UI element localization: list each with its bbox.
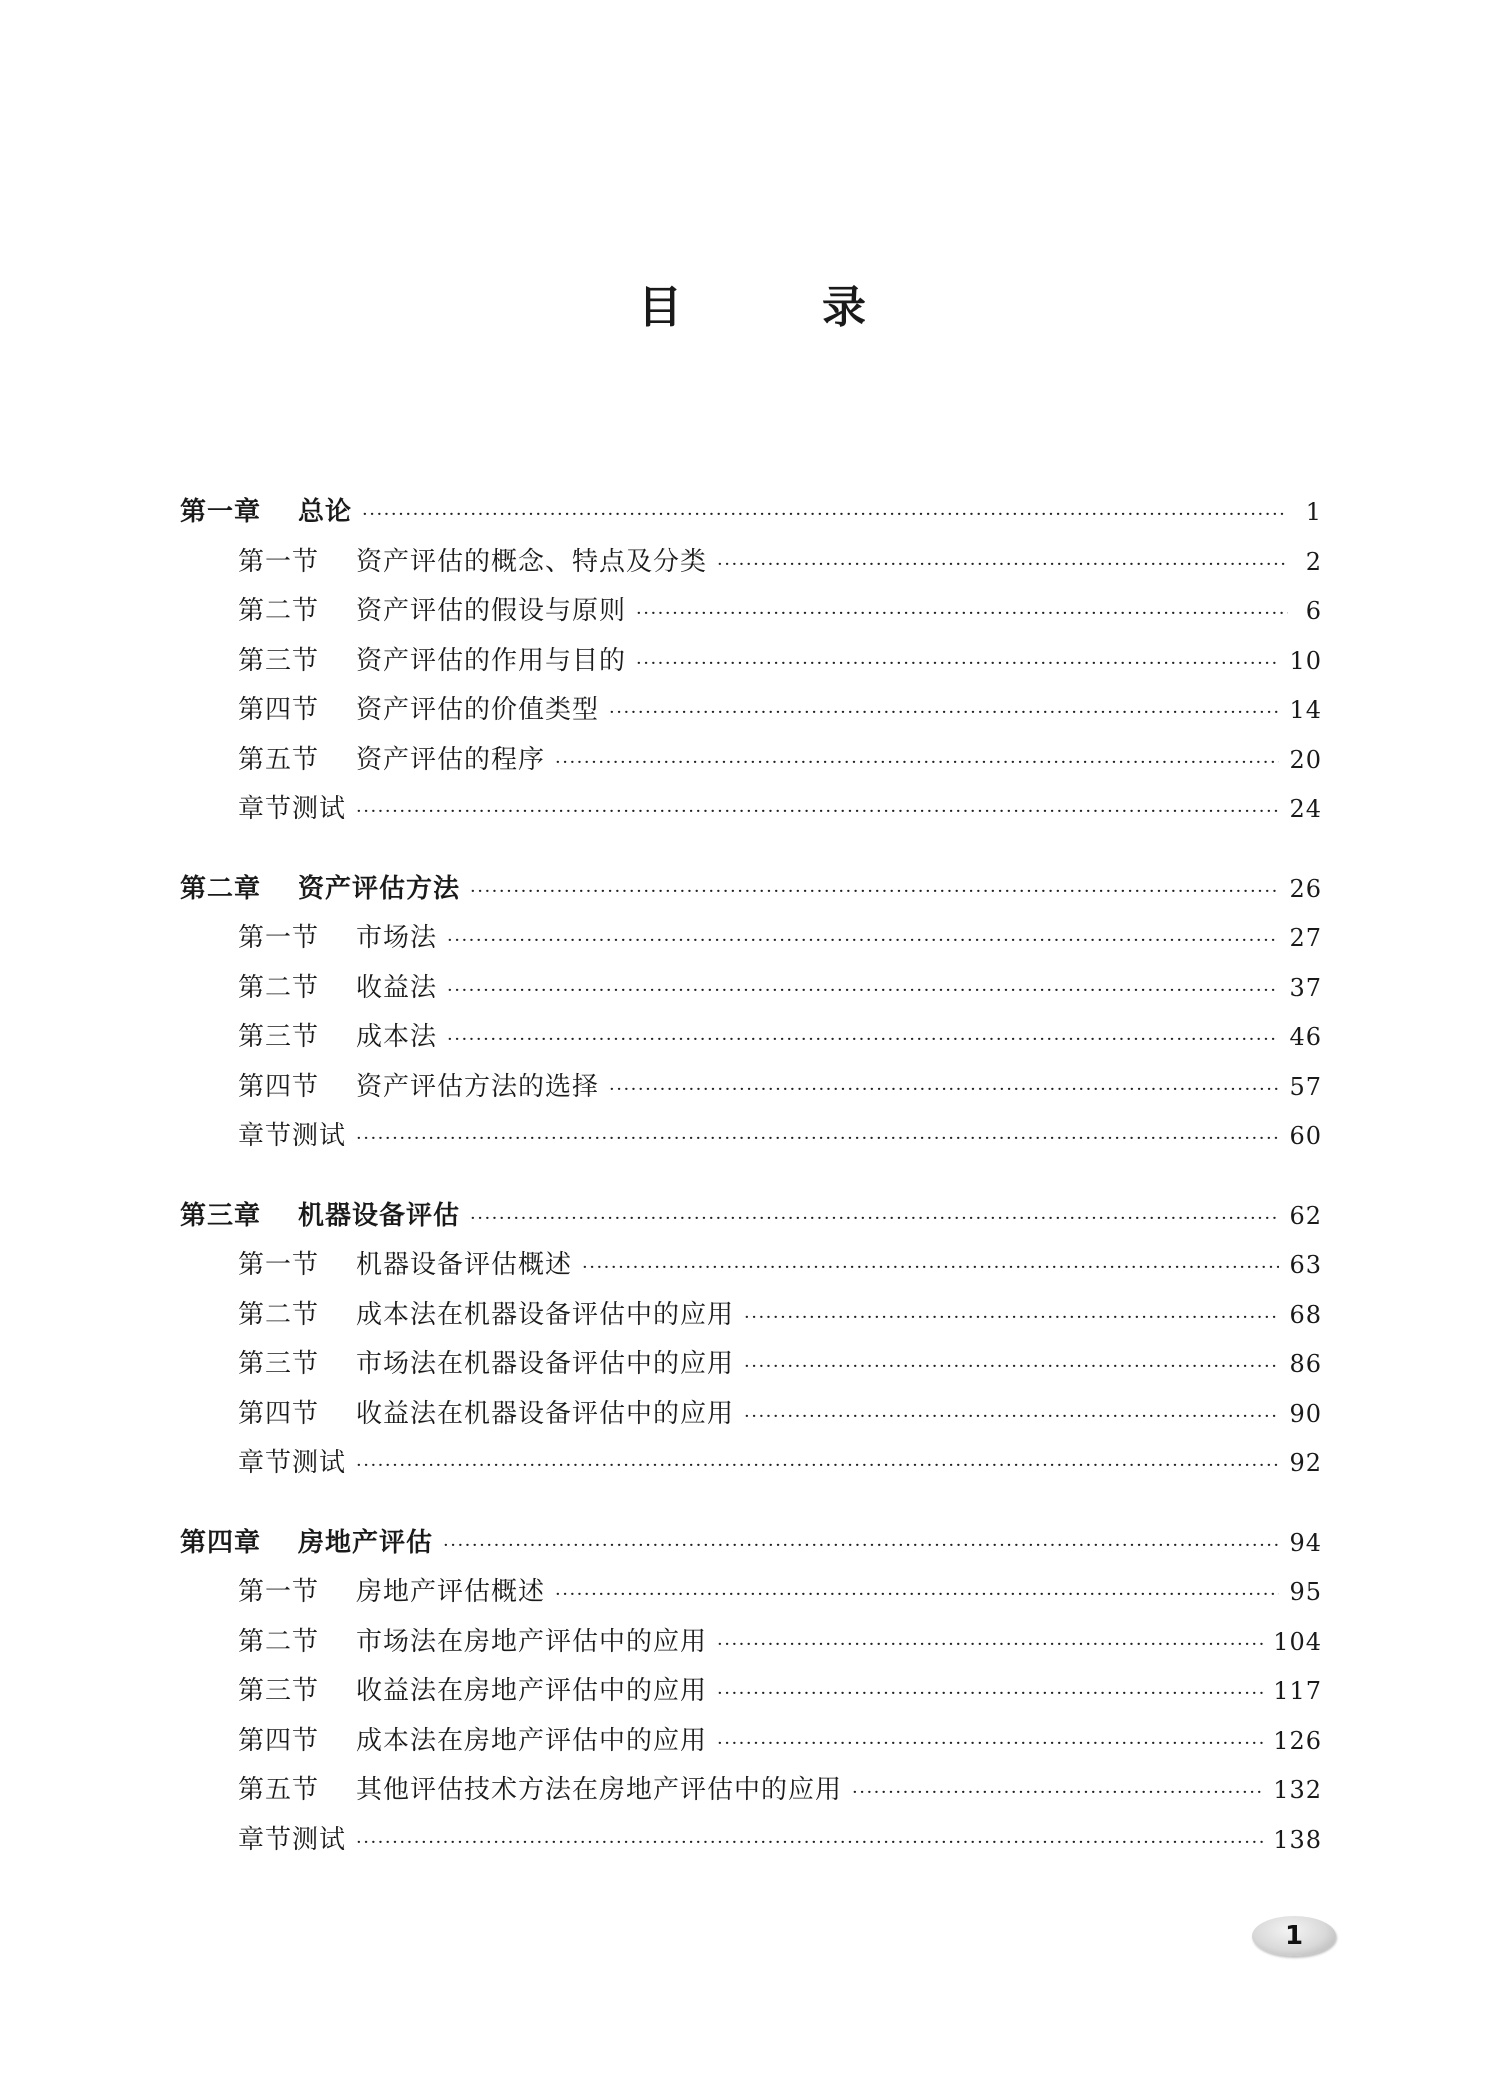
dot-leader: [852, 1768, 1263, 1818]
section-title: 机器设备评估概述: [356, 1250, 573, 1280]
dot-leader: [717, 1719, 1263, 1769]
toc-section-entry[interactable]: [180, 1063, 1322, 1113]
dot-leader: [744, 1293, 1279, 1343]
section-title: 市场法在房地产评估中的应用: [356, 1626, 708, 1657]
chapter-title: 资产评估方法: [298, 873, 461, 904]
chapter-title: 总论: [298, 497, 353, 527]
section-title: 成本法在房地产评估中的应用: [356, 1725, 708, 1756]
dot-leader: [717, 1669, 1263, 1719]
toc-section-entry[interactable]: [180, 1766, 1322, 1816]
section-number: 第三节: [238, 1349, 320, 1379]
section-title: 市场法: [356, 923, 438, 953]
dot-leader: [744, 1342, 1279, 1392]
toc-section-entry[interactable]: [180, 1291, 1322, 1341]
toc-section-entry[interactable]: [180, 1568, 1322, 1618]
toc-chapter-entry[interactable]: [180, 1519, 1322, 1569]
chapter-number: 第四章: [180, 1527, 262, 1558]
section-title: 收益法: [356, 972, 438, 1003]
toc-chapter-entry[interactable]: [180, 1192, 1322, 1242]
section-page-number: 46: [1289, 1023, 1322, 1051]
section-page-number: 138: [1273, 1825, 1322, 1854]
dot-leader: [717, 1620, 1263, 1670]
section-number: 第四节: [238, 1071, 320, 1102]
dot-leader: [609, 1065, 1279, 1115]
section-number: 第二节: [238, 972, 320, 1003]
section-number: 第三节: [238, 1022, 320, 1052]
section-page-number: 104: [1273, 1627, 1322, 1656]
chapter-block: [180, 1519, 1322, 1866]
dot-leader: [356, 1818, 1263, 1868]
section-title: 房地产评估概述: [356, 1577, 546, 1607]
section-page-number: 37: [1289, 973, 1322, 1002]
section-page-number: 95: [1289, 1578, 1322, 1606]
toc-chapter-entry[interactable]: [180, 865, 1322, 915]
section-title: 收益法在机器设备评估中的应用: [356, 1398, 735, 1429]
chapter-block: [180, 488, 1322, 835]
chapter-number: 第一章: [180, 497, 262, 527]
dot-leader: [609, 688, 1279, 738]
section-page-number: 117: [1273, 1677, 1322, 1705]
dot-leader: [582, 1243, 1279, 1293]
toc-section-entry[interactable]: [180, 538, 1322, 588]
section-title: 资产评估的作用与目的: [356, 645, 627, 676]
toc-chapter-entry[interactable]: [180, 488, 1322, 538]
section-title: 其他评估技术方法在房地产评估中的应用: [356, 1775, 843, 1805]
section-page-number: 90: [1289, 1399, 1322, 1428]
chapter-title: 房地产评估: [298, 1527, 434, 1558]
section-number: 第一节: [238, 1577, 320, 1607]
section-title: 资产评估的概念、特点及分类: [356, 546, 708, 577]
toc-section-entry[interactable]: [180, 587, 1322, 637]
toc-section-entry[interactable]: [180, 1013, 1322, 1063]
section-title: 资产评估的价值类型: [356, 695, 600, 725]
dot-leader: [636, 589, 1288, 639]
section-number: 第二节: [238, 596, 320, 626]
toc-section-entry[interactable]: [180, 964, 1322, 1014]
toc-section-entry[interactable]: [180, 736, 1322, 786]
toc-section-entry[interactable]: [180, 914, 1322, 964]
section-title: 章节测试: [238, 1121, 347, 1151]
dot-leader: [555, 1570, 1279, 1620]
chapter-page-number: 94: [1289, 1528, 1322, 1557]
chapter-page-number: 1: [1305, 498, 1322, 526]
toc-section-entry[interactable]: [180, 1340, 1322, 1390]
section-page-number: 60: [1289, 1122, 1322, 1150]
section-title: 资产评估的程序: [356, 744, 546, 775]
section-page-number: 2: [1305, 547, 1322, 576]
section-page-number: 132: [1273, 1776, 1322, 1804]
section-page-number: 86: [1289, 1350, 1322, 1378]
section-page-number: 27: [1289, 924, 1322, 952]
page-title: 目 录: [638, 282, 914, 333]
chapter-block: [180, 1192, 1322, 1489]
section-number: 第四节: [238, 695, 320, 725]
chapter-title: 机器设备评估: [298, 1200, 461, 1231]
chapter-number: 第三章: [180, 1200, 262, 1231]
section-number: 第五节: [238, 1775, 320, 1805]
section-page-number: 92: [1289, 1449, 1322, 1477]
toc-section-entry[interactable]: [180, 1390, 1322, 1440]
section-number: 第一节: [238, 923, 320, 953]
section-page-number: 14: [1289, 696, 1322, 724]
section-page-number: 24: [1289, 795, 1322, 823]
chapter-page-number: 62: [1289, 1201, 1322, 1230]
section-page-number: 6: [1305, 597, 1322, 625]
chapter-page-number: 26: [1289, 874, 1322, 903]
toc-section-entry[interactable]: [180, 1816, 1322, 1866]
toc-section-entry[interactable]: [180, 785, 1322, 835]
dot-leader: [447, 1015, 1279, 1065]
section-title: 章节测试: [238, 1824, 347, 1855]
dot-leader: [555, 738, 1279, 788]
section-number: 第五节: [238, 744, 320, 775]
dot-leader: [356, 787, 1279, 837]
dot-leader: [447, 916, 1279, 966]
chapter-block: [180, 865, 1322, 1162]
section-number: 第一节: [238, 1250, 320, 1280]
section-title: 成本法在机器设备评估中的应用: [356, 1299, 735, 1330]
section-title: 成本法: [356, 1022, 438, 1052]
section-number: 第三节: [238, 645, 320, 676]
section-page-number: 68: [1289, 1300, 1322, 1329]
section-number: 第四节: [238, 1398, 320, 1429]
section-title: 市场法在机器设备评估中的应用: [356, 1349, 735, 1379]
toc-section-entry[interactable]: [180, 1241, 1322, 1291]
dot-leader: [744, 1392, 1279, 1442]
dot-leader: [447, 966, 1279, 1016]
dot-leader: [470, 867, 1279, 917]
toc-section-entry[interactable]: [180, 1112, 1322, 1162]
dot-leader: [356, 1114, 1279, 1164]
dot-leader: [470, 1194, 1279, 1244]
section-page-number: 10: [1289, 646, 1322, 675]
section-page-number: 20: [1289, 745, 1322, 774]
toc-section-entry[interactable]: [180, 637, 1322, 687]
toc-section-entry[interactable]: [180, 1618, 1322, 1668]
section-page-number: 126: [1273, 1726, 1322, 1755]
section-title: 收益法在房地产评估中的应用: [356, 1676, 708, 1706]
dot-leader: [362, 490, 1288, 540]
dot-leader: [356, 1441, 1279, 1491]
section-number: 第二节: [238, 1626, 320, 1657]
section-title: 资产评估的假设与原则: [356, 596, 627, 626]
dot-leader: [636, 639, 1279, 689]
section-number: 第三节: [238, 1676, 320, 1706]
toc-section-entry[interactable]: [180, 1717, 1322, 1767]
section-number: 第一节: [238, 546, 320, 577]
section-number: 第四节: [238, 1725, 320, 1756]
dot-leader: [443, 1521, 1279, 1571]
table-of-contents: [180, 488, 1322, 1895]
toc-section-entry[interactable]: [180, 1667, 1322, 1717]
section-number: 第二节: [238, 1299, 320, 1330]
dot-leader: [717, 540, 1288, 590]
section-title: 资产评估方法的选择: [356, 1071, 600, 1102]
toc-section-entry[interactable]: [180, 1439, 1322, 1489]
page-number-badge: 1: [1252, 1916, 1336, 1956]
section-page-number: 63: [1289, 1251, 1322, 1279]
section-title: 章节测试: [238, 794, 347, 824]
chapter-number: 第二章: [180, 873, 262, 904]
section-page-number: 57: [1289, 1072, 1322, 1101]
section-title: 章节测试: [238, 1448, 347, 1478]
toc-section-entry[interactable]: [180, 686, 1322, 736]
